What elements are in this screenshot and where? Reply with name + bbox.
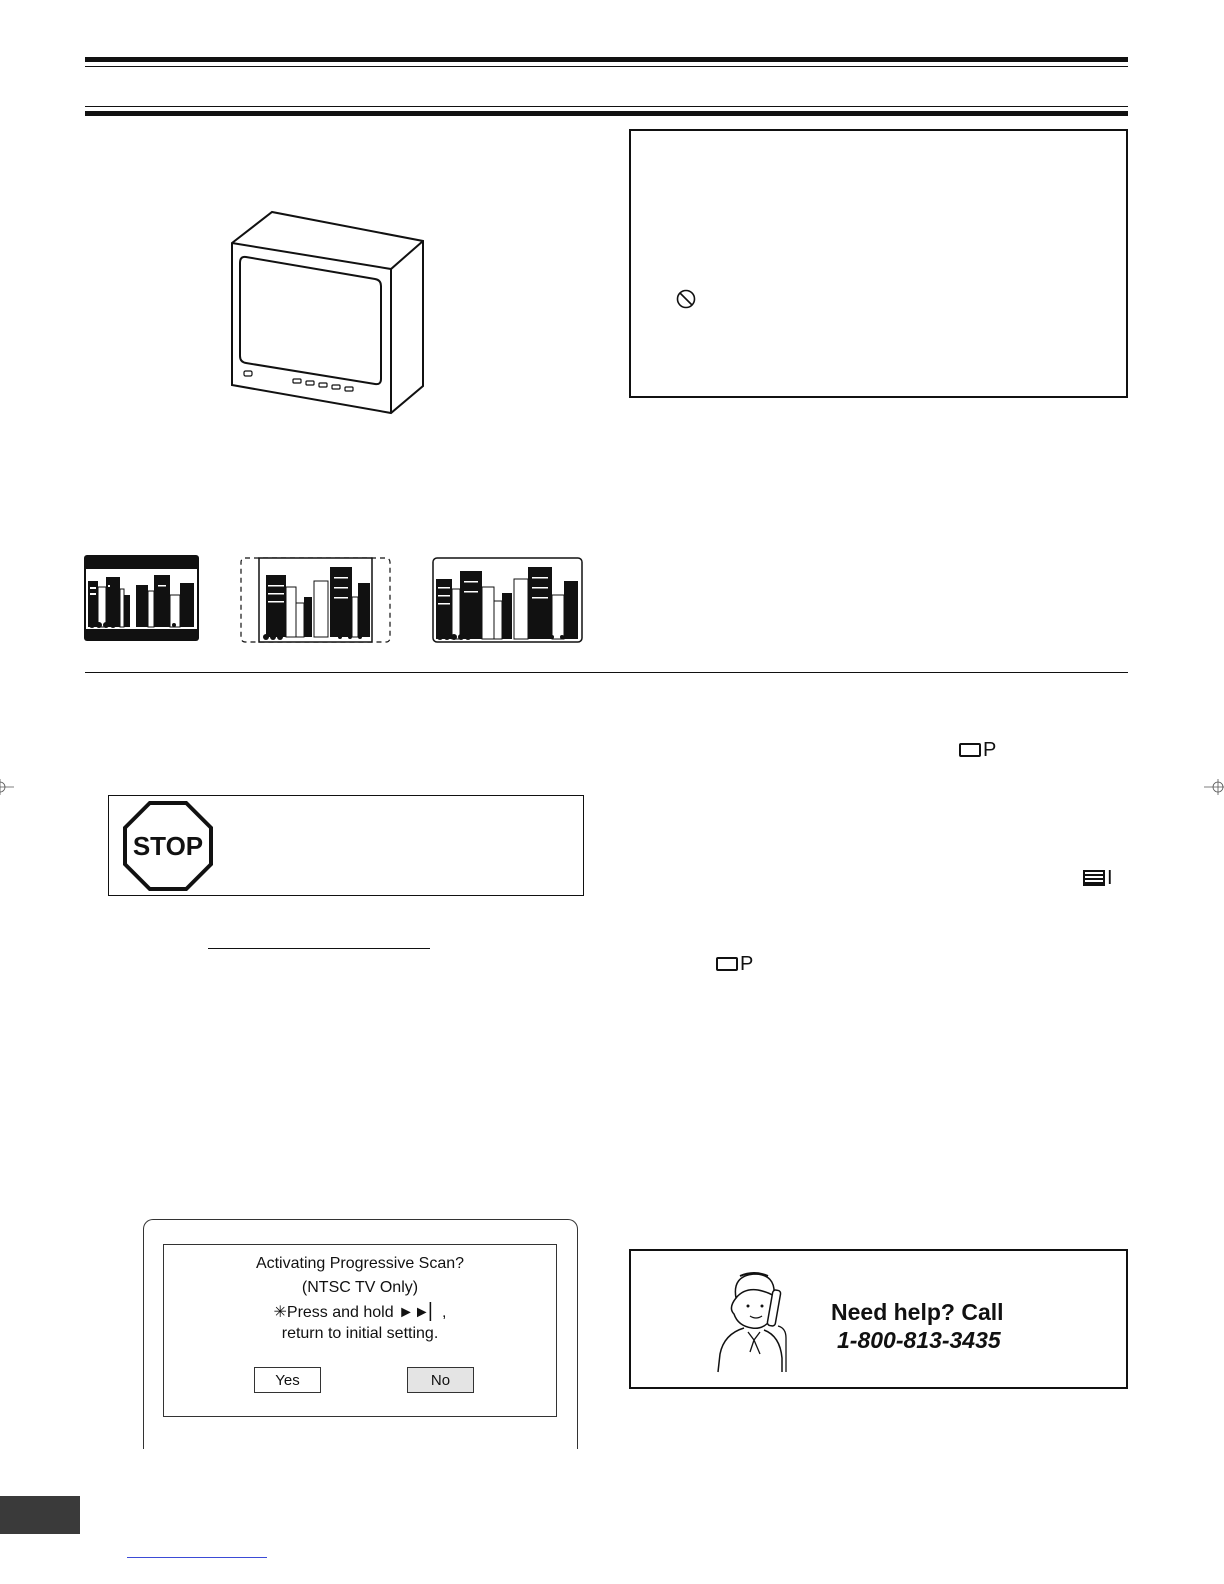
help-text: Need help? Call: [831, 1299, 1004, 1325]
notes-box: [629, 129, 1128, 398]
page-number-tab: [0, 1496, 80, 1534]
dialog-subtitle: (NTSC TV Only): [301, 1279, 419, 1296]
phone-woman-icon: [714, 1268, 794, 1374]
progressive-p-icon: [716, 954, 753, 974]
footer-link-rule: [127, 1557, 267, 1558]
header-thick-rule-bottom: [85, 111, 1128, 116]
registration-mark-right: [1204, 777, 1224, 797]
progressive-letter: P: [740, 952, 754, 975]
dialog-instruction: ✳Press and hold ►►▏,: [273, 1304, 447, 1321]
help-phone-number: 1-800-813-3435: [837, 1327, 1001, 1353]
interlace-i-icon: [1083, 868, 1113, 888]
progressive-scan-dialog: [163, 1244, 557, 1417]
aspect-image-panscan: [240, 557, 391, 643]
header-thin-rule-top: [85, 66, 1128, 67]
underline-rule: [208, 948, 430, 949]
interlace-letter: I: [1107, 866, 1113, 889]
no-button[interactable]: No: [407, 1367, 474, 1393]
section-divider: [85, 672, 1128, 673]
header-thick-rule-top: [85, 57, 1128, 62]
progressive-letter: P: [983, 738, 997, 761]
registration-mark-left: [0, 777, 14, 797]
stop-sign-icon: [122, 800, 214, 892]
dialog-instruction-2: return to initial setting.: [281, 1325, 439, 1342]
yes-button[interactable]: Yes: [254, 1367, 321, 1393]
aspect-image-widescreen: [432, 557, 583, 643]
header-thin-rule-bottom: [85, 106, 1128, 107]
dialog-title: Activating Progressive Scan?: [255, 1255, 465, 1272]
aspect-image-letterbox: [84, 555, 199, 641]
progressive-p-icon: [959, 740, 996, 760]
tv-monitor-icon: [220, 205, 435, 420]
prohibited-icon: [676, 289, 696, 309]
stop-label: STOP: [132, 831, 204, 861]
